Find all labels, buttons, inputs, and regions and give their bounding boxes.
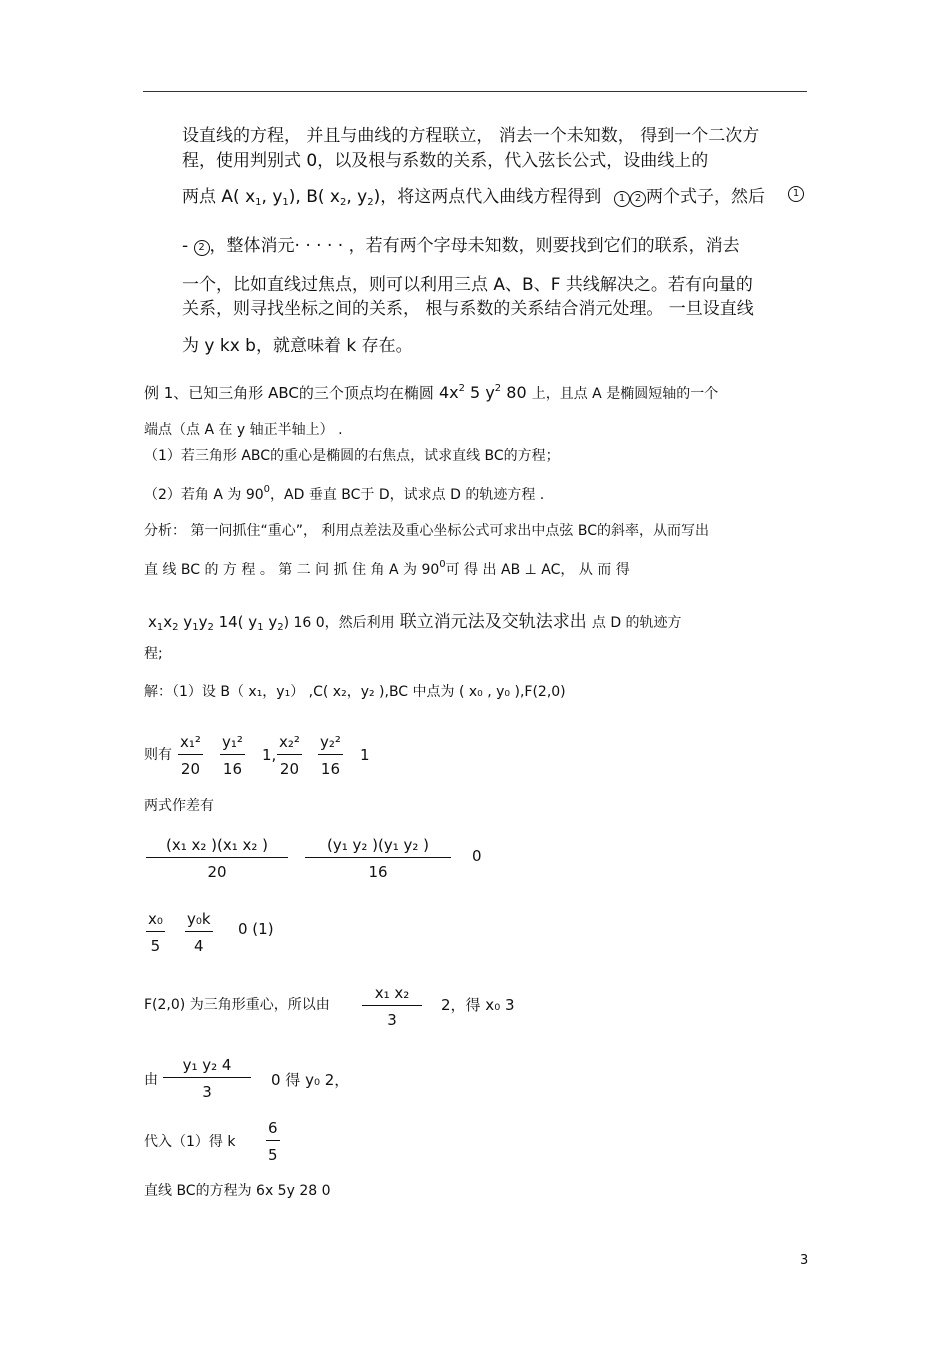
- fraction-y0k-4: $\frac{\text{y₀k}}{4}$: [187, 910, 211, 955]
- circled-one: 1: [614, 191, 630, 207]
- equation-1: 0 (1): [238, 920, 274, 938]
- header-rule: [143, 91, 807, 92]
- example-line-1: 例 1、已知三角形 ABC的三个顶点均在椭圆 $4x^2$ 5 $y^2$ 80 上，且点 A 是椭圆短轴的一个: [144, 383, 719, 402]
- fraction-six-fifths: $\frac{6}{5}$: [268, 1119, 278, 1164]
- fraction-x1sq-20: $\frac{\text{x₁²}}{20}$: [180, 733, 201, 778]
- fraction-y2sq-16: $\frac{\text{y₂²}}{16}$: [320, 733, 341, 778]
- analysis-line-3: $x_1x_2$ $y_1y_2$ 14( $y_1$ $y_2$) 16 0，然后利用 联立消元法及交轨法求出 点 D 的轨迹方: [148, 612, 682, 633]
- fraction-y1sq-16: $\frac{\text{y₁²}}{16}$: [222, 733, 243, 778]
- equals-one: 1,: [262, 746, 277, 764]
- difference-label: 两式作差有: [144, 798, 214, 814]
- equals-zero: 0: [472, 847, 482, 865]
- centroid-text: F(2,0) 为三角形重心，所以由: [144, 997, 330, 1013]
- circled-two: 2: [630, 191, 646, 207]
- fraction-x-sum-3: $\frac{\text{x₁ x₂}}{3}$: [362, 984, 422, 1029]
- intro-line-3: 两点 A( $x_1$, $y_1$), B( $x_2$, $y_2$)，将这两点代入曲线方程得到: [182, 187, 602, 208]
- example-line-2: 端点（点 A 在 y 轴正半轴上） .: [144, 422, 343, 438]
- circled-two: 2: [194, 240, 210, 256]
- intro-line-1: 设直线的方程， 并且与曲线的方程联立， 消去一个未知数， 得到一个二次方: [182, 126, 760, 146]
- intro-line-5: 一个，比如直线过焦点，则可以利用三点 A、B、F 共线解决之。若有向量的: [182, 275, 753, 295]
- result-y0: 0 得 y₀ 2，: [271, 1071, 350, 1089]
- final-equation: 直线 BC的方程为 6x 5y 28 0: [144, 1183, 331, 1199]
- analysis-line-4: 程;: [144, 646, 163, 662]
- intro-line-4: - 2 ，整体消元· · · · · ，若有两个字母未知数，则要找到它们的联系，消去: [182, 236, 740, 256]
- fraction-x0-5: $\frac{\text{x₀}}{5}$: [148, 910, 163, 955]
- solution-line-1: 解：（1）设 B（ x₁，y₁） ,C( x₂，y₂ ),BC 中点为 ( x₀ , y₀ ),F(2,0): [144, 684, 566, 700]
- intro-line-3-end: [788, 182, 804, 202]
- intro-line-6: 关系，则寻找坐标之间的关系， 根与系数的关系结合消元处理。 一旦设直线: [182, 299, 754, 319]
- page-number: 3: [800, 1253, 809, 1268]
- analysis-line-2: 直 线 BC 的 方 程 。 第 二 问 抓 住 角 A 为 $90^0$可 得 出 AB ⊥ AC， 从 而 得: [144, 559, 630, 578]
- then-label: 则有: [144, 747, 172, 763]
- fraction-x-product-20: $\frac{\text{(x₁ x₂ )(x₁ x₂ )}}{20}$: [146, 836, 288, 881]
- circled-one: 1: [788, 186, 804, 202]
- equals-one: 1: [360, 746, 370, 764]
- substitute-text: 代入（1）得 k: [144, 1134, 236, 1150]
- question-2: （2）若角 A 为 $90^0$，AD 垂直 BC于 D，试求点 D 的轨迹方程 .: [144, 484, 545, 503]
- intro-line-7: 为 y kx b，就意味着 k 存在。: [182, 336, 413, 356]
- analysis-line-1: 分析： 第一问抓住“重心”， 利用点差法及重心坐标公式可求出中点弦 BC的斜率，从而写出: [144, 523, 709, 539]
- fraction-y-sum-3: $\frac{\text{y₁ y₂ 4}}{3}$: [163, 1056, 251, 1101]
- question-1: （1）若三角形 ABC的重心是椭圆的右焦点，试求直线 BC的方程；: [144, 448, 560, 464]
- fraction-x2sq-20: $\frac{\text{x₂²}}{20}$: [279, 733, 300, 778]
- result-x0: 2，得 x₀ 3: [441, 996, 515, 1014]
- fraction-y-product-16: $\frac{\text{(y₁ y₂ )(y₁ y₂ )}}{16}$: [305, 836, 451, 881]
- intro-line-3-tail: 1 2 两个式子，然后: [614, 182, 765, 207]
- from-label: 由: [144, 1072, 158, 1088]
- intro-line-2: 程，使用判别式 0，以及根与系数的关系，代入弦长公式，设曲线上的: [182, 151, 709, 171]
